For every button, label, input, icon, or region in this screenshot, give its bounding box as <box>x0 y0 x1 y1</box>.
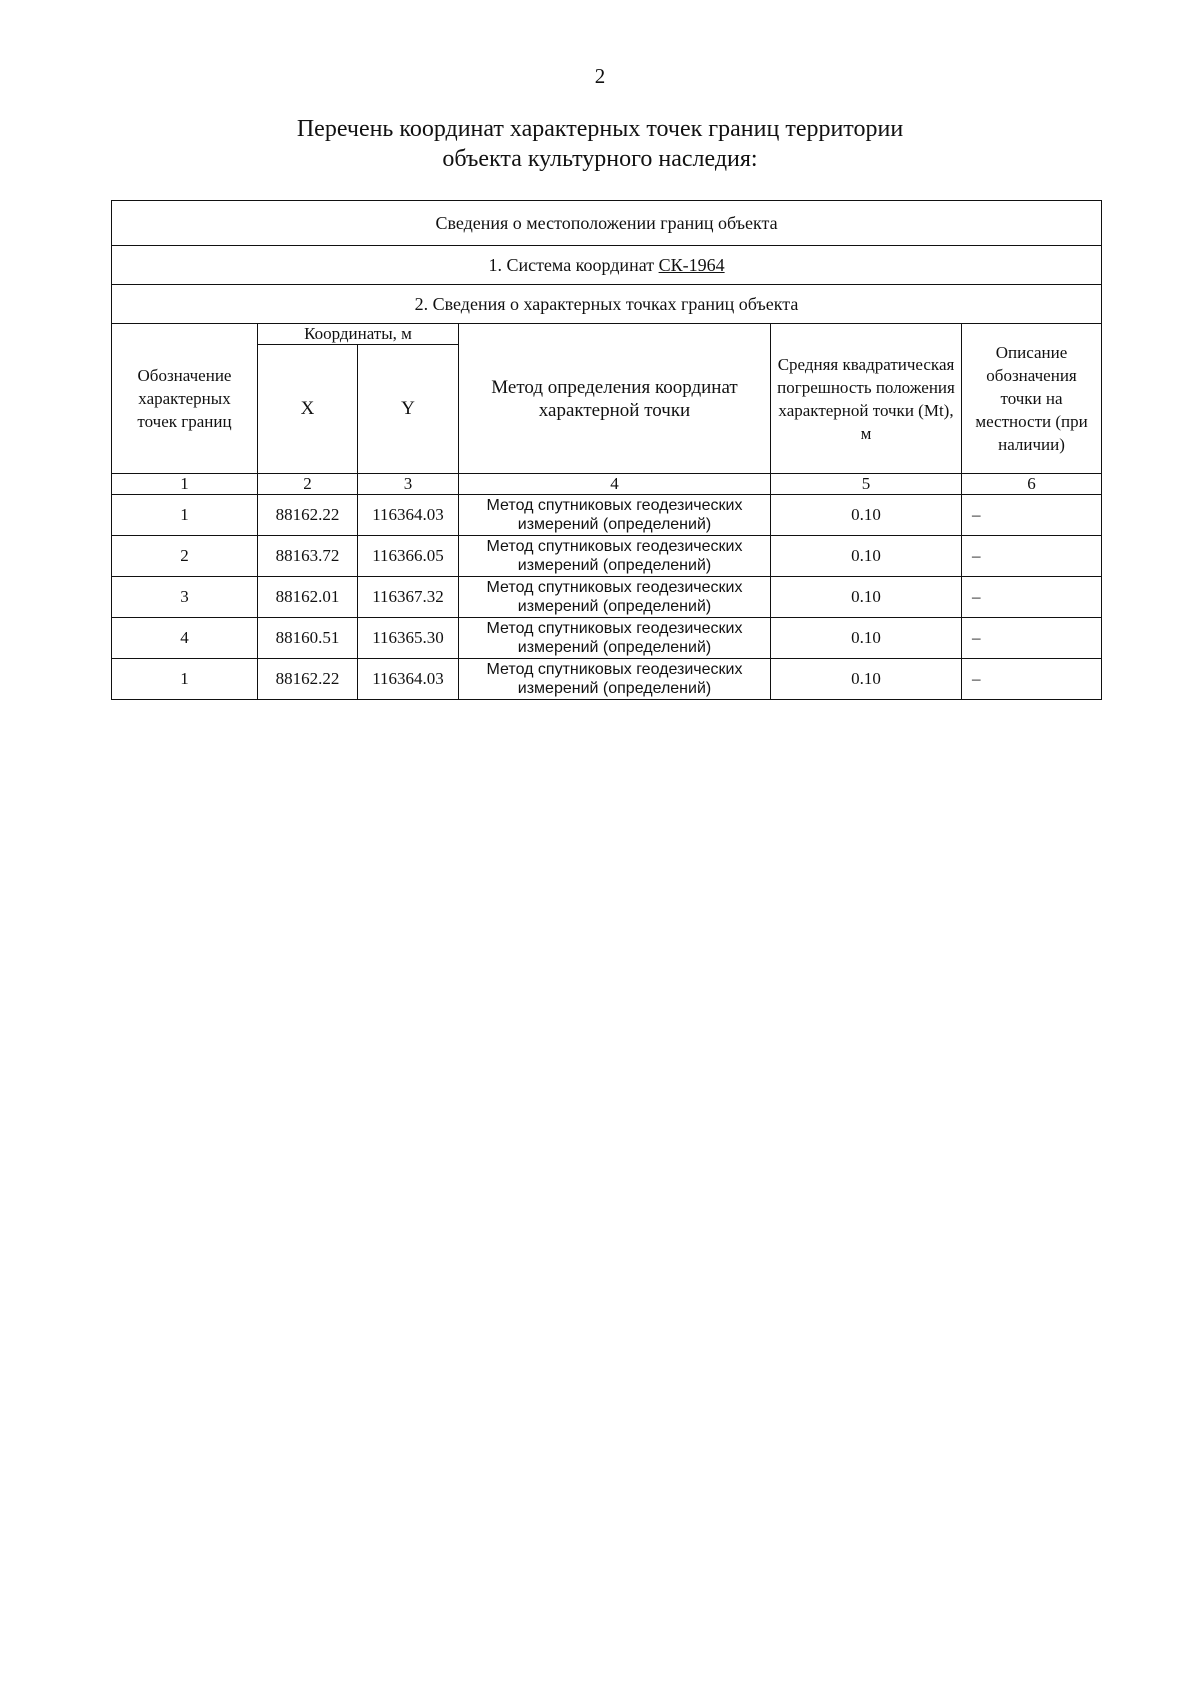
y-cell: 116367.32 <box>358 577 459 618</box>
y-cell: 116365.30 <box>358 618 459 659</box>
table-row <box>112 536 1102 577</box>
column-index: 5 <box>771 474 962 495</box>
header-method: Метод определения координат характерной точки <box>459 324 771 474</box>
header-row-1 <box>112 324 1102 345</box>
table-row <box>112 495 1102 536</box>
header-description: Описание обозначения точки на местности (при наличии) <box>962 324 1102 474</box>
error-cell: 0.10 <box>771 536 962 577</box>
description-cell: – <box>962 577 1102 618</box>
description-cell: – <box>962 618 1102 659</box>
table-row <box>112 577 1102 618</box>
header-x: X <box>258 345 358 474</box>
description-cell: – <box>962 495 1102 536</box>
section-title-row <box>112 201 1102 246</box>
error-cell: 0.10 <box>771 495 962 536</box>
error-cell: 0.10 <box>771 577 962 618</box>
description-cell: – <box>962 659 1102 700</box>
points-title: 2. Сведения о характерных точках границ объекта <box>112 285 1102 324</box>
column-index-row <box>112 474 1102 495</box>
document-title-line-2: объекта культурного наследия: <box>442 146 758 172</box>
coordinates-table <box>111 200 1102 700</box>
coordinate-system-row <box>112 246 1102 285</box>
x-cell: 88162.01 <box>258 577 358 618</box>
method-cell: Метод спутниковых геодезических измерений (определений) <box>459 618 771 659</box>
document-title-line-1: Перечень координат характерных точек границ территории <box>296 116 904 142</box>
y-cell: 116364.03 <box>358 495 459 536</box>
error-cell: 0.10 <box>771 618 962 659</box>
table-row <box>112 659 1102 700</box>
x-cell: 88163.72 <box>258 536 358 577</box>
header-coordinates: Координаты, м <box>258 324 459 345</box>
point-cell: 1 <box>112 495 258 536</box>
header-error: Средняя квадратическая погрешность положения характерной точки (Mt), м <box>771 324 962 474</box>
header-y: Y <box>358 345 459 474</box>
coordinate-system-value: СК-1964 <box>658 254 725 275</box>
y-cell: 116366.05 <box>358 536 459 577</box>
table-row <box>112 618 1102 659</box>
x-cell: 88162.22 <box>258 495 358 536</box>
description-cell: – <box>962 536 1102 577</box>
point-cell: 2 <box>112 536 258 577</box>
column-index: 3 <box>358 474 459 495</box>
x-cell: 88160.51 <box>258 618 358 659</box>
method-cell: Метод спутниковых геодезических измерений (определений) <box>459 495 771 536</box>
header-designation: Обозначение характерных точек границ <box>112 324 258 474</box>
method-cell: Метод спутниковых геодезических измерений (определений) <box>459 536 771 577</box>
point-cell: 1 <box>112 659 258 700</box>
column-index: 4 <box>459 474 771 495</box>
section-title: Сведения о местоположении границ объекта <box>112 201 1102 246</box>
coordinate-system-cell <box>112 246 1102 285</box>
method-cell: Метод спутниковых геодезических измерений (определений) <box>459 659 771 700</box>
column-index: 6 <box>962 474 1102 495</box>
x-cell: 88162.22 <box>258 659 358 700</box>
column-index: 1 <box>112 474 258 495</box>
column-index: 2 <box>258 474 358 495</box>
y-cell: 116364.03 <box>358 659 459 700</box>
point-cell: 3 <box>112 577 258 618</box>
page-number: 2 <box>594 64 606 88</box>
points-title-row <box>112 285 1102 324</box>
method-cell: Метод спутниковых геодезических измерений (определений) <box>459 577 771 618</box>
document-title <box>0 114 1200 174</box>
coordinate-system-label: 1. Система координат <box>488 254 659 275</box>
error-cell: 0.10 <box>771 659 962 700</box>
point-cell: 4 <box>112 618 258 659</box>
